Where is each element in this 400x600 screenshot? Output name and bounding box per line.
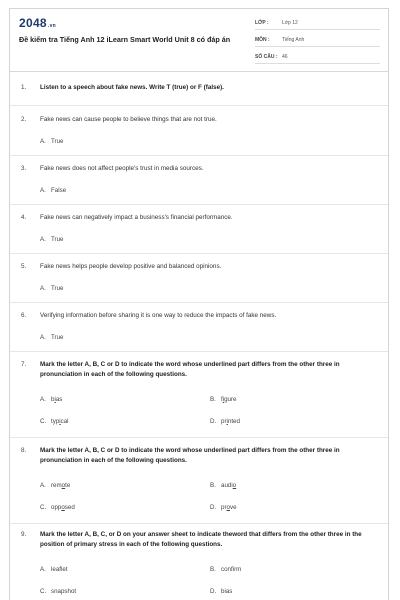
- option-letter: B.: [210, 566, 216, 573]
- divider: [10, 351, 388, 352]
- option-letter: B.: [210, 482, 216, 489]
- underlined-part: o: [232, 482, 237, 489]
- underlined-part: o: [61, 504, 65, 511]
- meta-value: Lớp 12: [282, 20, 298, 26]
- word-part: b: [51, 396, 55, 403]
- question-text: Fake news can cause people to believe things that are not true.: [40, 116, 217, 123]
- word-part: opp: [51, 504, 62, 511]
- meta-class: [255, 17, 380, 30]
- answer-option-c[interactable]: [40, 587, 76, 597]
- answer-option-d[interactable]: [210, 503, 237, 513]
- exam-meta: [255, 17, 380, 68]
- option-word: [221, 418, 240, 425]
- option-letter: A.: [40, 138, 46, 145]
- exam-sheet: [9, 8, 389, 600]
- word-part: pr: [221, 504, 227, 511]
- site-logo[interactable]: [19, 16, 56, 30]
- option-text: True: [51, 334, 64, 341]
- question-text: Verifying information before sharing it is one way to reduce the impacts of fake news.: [40, 312, 277, 319]
- option-text: True: [51, 285, 64, 292]
- answer-option[interactable]: [40, 333, 64, 343]
- word-part: cal: [60, 418, 69, 425]
- option-word: [51, 396, 62, 403]
- word-part: te: [65, 482, 71, 489]
- option-word: [51, 504, 75, 511]
- question-number: 7.: [21, 361, 27, 368]
- divider: [10, 105, 388, 106]
- answer-option-b[interactable]: [210, 395, 237, 405]
- option-letter: A.: [40, 285, 46, 292]
- option-word: [221, 504, 237, 511]
- logo-text: 2048: [19, 16, 47, 30]
- answer-option[interactable]: [40, 284, 64, 294]
- question-text: Fake news can negatively impact a business's financial performance.: [40, 214, 233, 221]
- divider: [10, 253, 388, 254]
- answer-option-a[interactable]: [40, 481, 70, 491]
- question-text: Mark the letter A, B, C, or D on your answer sheet to indicate theword that differs from the other three in the position of primary stress in each of the following questions.: [40, 531, 362, 548]
- logo-suffix: .vn: [47, 23, 57, 29]
- meta-value: Tiếng Anh: [282, 37, 305, 43]
- word-part: pr: [221, 418, 227, 425]
- option-letter: D.: [210, 504, 217, 511]
- question-number: 6.: [21, 312, 27, 319]
- question-number: 9.: [21, 531, 27, 538]
- underlined-part: i: [59, 418, 61, 425]
- question-text: Fake news helps people develop positive and balanced opinions.: [40, 263, 222, 270]
- option-letter: D.: [210, 418, 217, 425]
- divider: [10, 204, 388, 205]
- meta-value: 46: [282, 54, 288, 60]
- option-letter: C.: [40, 418, 47, 425]
- word-part: nted: [227, 418, 240, 425]
- meta-label: SỐ CÂU :: [255, 54, 278, 60]
- option-letter: A.: [40, 187, 46, 194]
- answer-option[interactable]: [40, 235, 64, 245]
- word-part: audi: [221, 482, 233, 489]
- underlined-part: i: [222, 396, 225, 403]
- question-text: Mark the letter A, B, C or D to indicate the word whose underlined part differs from the other three in pronunciation in each of the following questions.: [40, 447, 340, 464]
- question-text: Fake news does not affect people's trust in media sources.: [40, 165, 204, 172]
- underlined-part: o: [226, 504, 230, 511]
- page-title: Đề kiểm tra Tiếng Anh 12 iLearn Smart World Unit 8 có đáp án: [19, 35, 231, 44]
- question-text: Mark the letter A, B, C or D to indicate the word whose underlined part differs from the other three in pronunciation in each of the following questions.: [40, 361, 340, 378]
- option-letter: A.: [40, 396, 46, 403]
- option-letter: C.: [40, 504, 47, 511]
- word-part: f: [221, 396, 223, 403]
- answer-option-a[interactable]: [40, 565, 68, 575]
- option-text: bias: [221, 588, 233, 595]
- word-part: as: [55, 396, 63, 403]
- option-letter: B.: [210, 396, 216, 403]
- answer-option-b[interactable]: [210, 565, 241, 575]
- option-letter: A.: [40, 236, 46, 243]
- meta-question-count: [255, 51, 380, 64]
- option-text: False: [51, 187, 67, 194]
- question-text: Listen to a speech about fake news. Write T (true) or F (false).: [40, 84, 224, 91]
- word-part: gure: [224, 396, 237, 403]
- answer-option-a[interactable]: [40, 395, 62, 405]
- question-number: 5.: [21, 263, 27, 270]
- option-letter: A.: [40, 334, 46, 341]
- answer-option-b[interactable]: [210, 481, 236, 491]
- answer-option-c[interactable]: [40, 503, 75, 513]
- divider: [10, 523, 388, 524]
- option-letter: C.: [40, 588, 47, 595]
- underlined-part: i: [54, 396, 56, 403]
- meta-subject: [255, 34, 380, 47]
- word-part: sed: [64, 504, 75, 511]
- meta-label: MÔN :: [255, 37, 270, 43]
- option-text: leaflet: [51, 566, 68, 573]
- question-number: 2.: [21, 116, 27, 123]
- underlined-part: i: [226, 418, 228, 425]
- question-number: 8.: [21, 447, 27, 454]
- word-part: typ: [51, 418, 60, 425]
- answer-option-c[interactable]: [40, 417, 69, 427]
- page-header: [10, 9, 388, 72]
- option-word: [51, 418, 69, 425]
- answer-option[interactable]: [40, 137, 64, 147]
- option-text: True: [51, 236, 64, 243]
- meta-label: LỚP :: [255, 20, 269, 26]
- option-word: [221, 396, 237, 403]
- question-number: 4.: [21, 214, 27, 221]
- word-part: ve: [229, 504, 237, 511]
- option-letter: D.: [210, 588, 217, 595]
- option-text: True: [51, 138, 64, 145]
- answer-option-d[interactable]: [210, 417, 240, 427]
- question-number: 1.: [21, 84, 27, 91]
- underlined-part: o: [61, 482, 66, 489]
- option-letter: A.: [40, 482, 46, 489]
- option-text: confirm: [221, 566, 242, 573]
- option-word: [221, 482, 236, 489]
- answer-option[interactable]: [40, 186, 66, 196]
- word-part: rem: [51, 482, 62, 489]
- question-number: 3.: [21, 165, 27, 172]
- answer-option-d[interactable]: [210, 587, 232, 597]
- divider: [10, 155, 388, 156]
- option-word: [51, 482, 70, 489]
- option-text: snapshot: [51, 588, 77, 595]
- divider: [10, 302, 388, 303]
- option-letter: A.: [40, 566, 46, 573]
- divider: [10, 437, 388, 438]
